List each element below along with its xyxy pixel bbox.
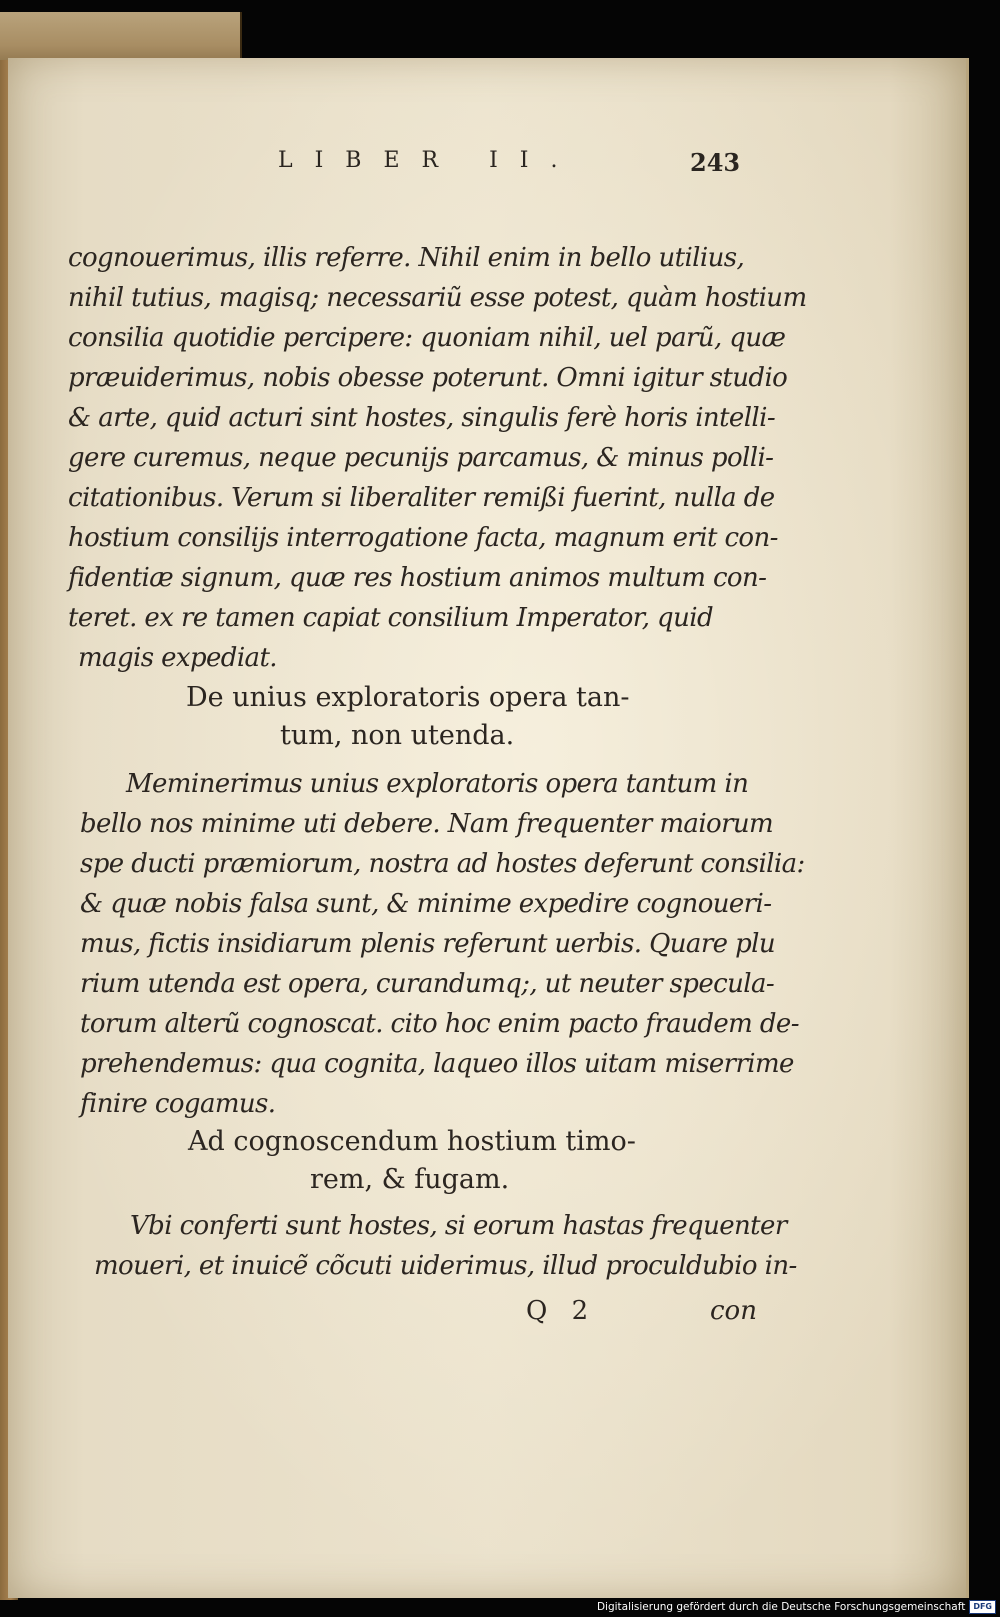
text-line: moueri, et inuicẽ cõcuti uiderimus, illud proculdubio in- bbox=[94, 1251, 797, 1281]
text-line: magis expediat. bbox=[78, 643, 277, 673]
section-heading: Ad cognoscendum hostium timo- bbox=[188, 1126, 636, 1157]
text-line: rium utenda est opera, curandumq;, ut neuter specula- bbox=[80, 969, 775, 999]
page-foot bbox=[8, 1296, 966, 1332]
dfg-logo: DFG bbox=[969, 1600, 996, 1614]
signature-mark: Q 2 bbox=[526, 1296, 597, 1326]
page-content bbox=[8, 58, 966, 1598]
text-line: mus, fictis insidiarum plenis referunt uerbis. Quare plu bbox=[80, 929, 776, 959]
section-heading: rem, & fugam. bbox=[310, 1164, 510, 1195]
running-head bbox=[68, 148, 756, 178]
book-page bbox=[8, 58, 969, 1598]
text-line: bello nos minime uti debere. Nam frequenter maiorum bbox=[80, 809, 774, 839]
text-line: Meminerimus unius exploratoris opera tantum in bbox=[126, 769, 749, 799]
funding-credit bbox=[597, 1599, 996, 1615]
text-line: torum alterũ cognoscat. cito hoc enim pacto fraudem de- bbox=[80, 1009, 799, 1039]
text-line: Vbi conferti sunt hostes, si eorum hastas frequenter bbox=[130, 1211, 787, 1241]
text-line: præuiderimus, nobis obesse poterunt. Omni igitur studio bbox=[68, 363, 788, 393]
text-line: fidentiæ signum, quæ res hostium animos multum con- bbox=[68, 563, 767, 593]
text-line: gere curemus, neque pecunijs parcamus, & minus polli- bbox=[68, 443, 774, 473]
page-number: 243 bbox=[690, 148, 741, 177]
catchword: con bbox=[710, 1296, 757, 1326]
text-line: spe ducti præmiorum, nostra ad hostes deferunt consilia: bbox=[80, 849, 805, 879]
section-heading: De unius exploratoris opera tan- bbox=[186, 682, 630, 713]
text-line: & quæ nobis falsa sunt, & minime expedire cognoueri- bbox=[80, 889, 772, 919]
running-title: LIBER II. bbox=[278, 148, 580, 173]
credit-text: Digitalisierung gefördert durch die Deutsche Forschungsgemeinschaft bbox=[596, 1601, 966, 1613]
text-line: hostium consilijs interrogatione facta, magnum erit con- bbox=[68, 523, 778, 553]
text-line: nihil tutius, magisq; necessariũ esse potest, quàm hostium bbox=[68, 283, 807, 313]
text-line: citationibus. Verum si liberaliter remißi fuerint, nulla de bbox=[68, 483, 775, 513]
text-line: & arte, quid acturi sint hostes, singulis ferè horis intelli- bbox=[68, 403, 776, 433]
section-heading: tum, non utenda. bbox=[280, 720, 515, 751]
text-line: cognouerimus, illis referre. Nihil enim in bello utilius, bbox=[68, 243, 745, 273]
text-line: prehendemus: qua cognita, laqueo illos uitam miserrime bbox=[80, 1049, 794, 1079]
text-line: consilia quotidie percipere: quoniam nihil, uel parũ, quæ bbox=[68, 323, 786, 353]
text-line: teret. ex re tamen capiat consilium Imperator, quid bbox=[68, 603, 714, 633]
text-line: finire cogamus. bbox=[80, 1089, 276, 1119]
